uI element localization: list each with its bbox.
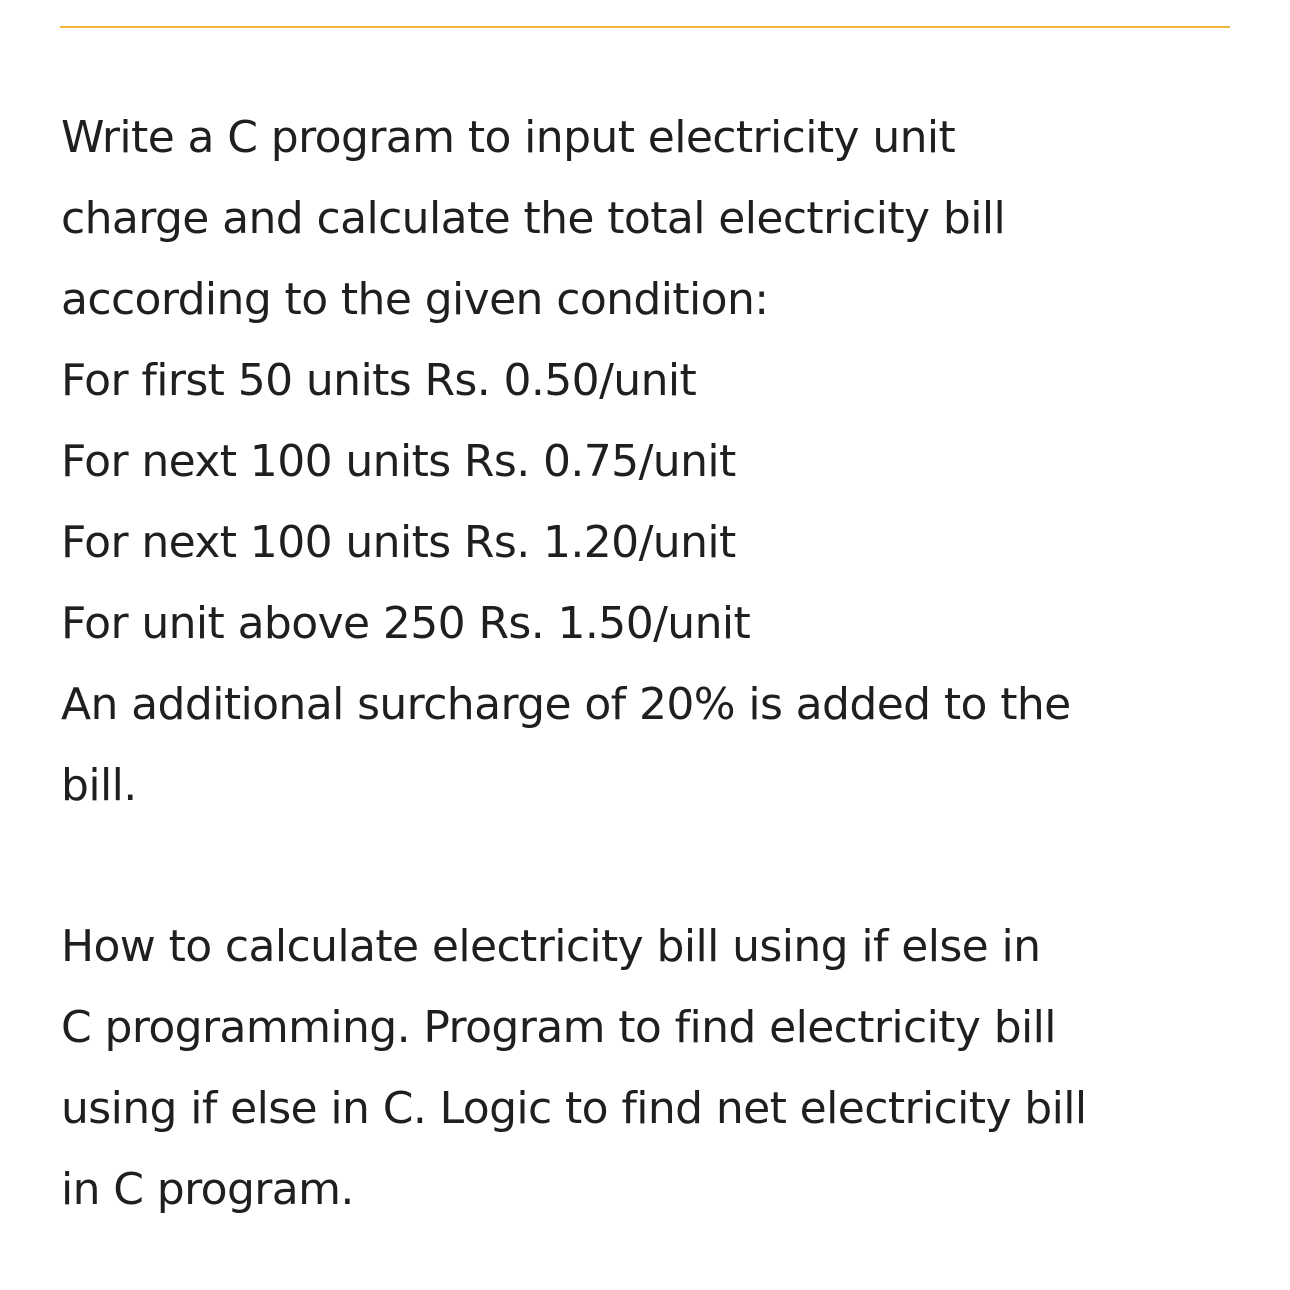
description-line: in C program.: [61, 1164, 354, 1215]
rate-line: For first 50 units Rs. 0.50/unit: [61, 355, 697, 406]
problem-line: charge and calculate the total electricity bill: [61, 193, 1006, 244]
rate-line: For unit above 250 Rs. 1.50/unit: [61, 598, 751, 649]
description-line: C programming. Program to find electricity bill: [61, 1002, 1056, 1053]
problem-line: Write a C program to input electricity unit: [61, 112, 956, 163]
rate-line: For next 100 units Rs. 1.20/unit: [61, 517, 736, 568]
surcharge-line: An additional surcharge of 20% is added to the: [61, 679, 1071, 730]
description-line: How to calculate electricity bill using if else in: [61, 921, 1041, 972]
surcharge-line: bill.: [61, 760, 137, 811]
description-paragraph: [61, 906, 1251, 1230]
paragraph-spacer: [61, 826, 1251, 906]
description-line: using if else in C. Logic to find net electricity bill: [61, 1083, 1087, 1134]
problem-statement: [61, 97, 1251, 826]
rate-line: For next 100 units Rs. 0.75/unit: [61, 436, 736, 487]
problem-line: according to the given condition:: [61, 274, 769, 325]
article-body: [61, 97, 1251, 1230]
top-divider: [60, 26, 1230, 28]
